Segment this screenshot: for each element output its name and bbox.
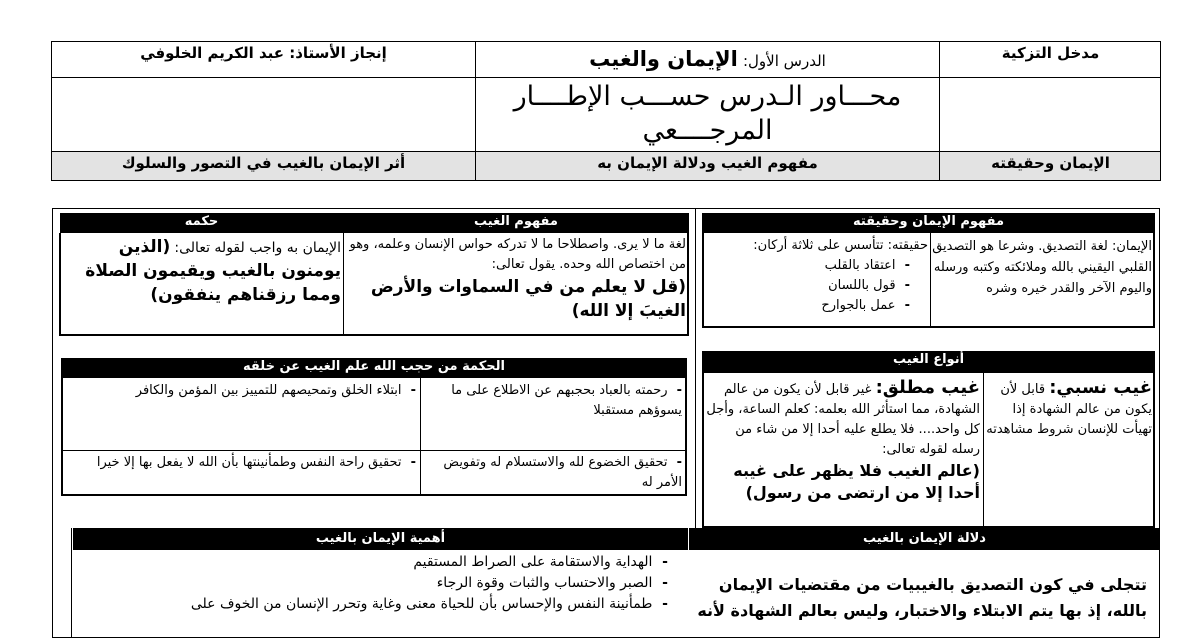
axis-ghayb: مفهوم الغيب ودلالة الإيمان به [597,154,818,172]
absolute-ghayb-verse: (عالم الغيب فلا يظهر على غيبه أحدا إلا من ارتضى من رسول) [733,461,980,502]
wisdom-item-2 [66,381,416,401]
importance-list [76,552,668,615]
axes-title [476,80,939,148]
absolute-ghayb-label: غيب مطلق: [875,377,980,398]
faith-pillars [706,236,928,316]
ruling-text: الإيمان به واجب لقوله تعالى: [174,240,341,256]
ghayb-concept-cell [346,235,686,323]
significance-line-2: بالله، إذ بها يتم الابتلاء والاختبار، وليس بعالم الشهادة لأنه [697,601,1147,620]
axis-effect: أثر الإيمان بالغيب في التصور والسلوك [121,154,406,172]
wisdom-item-3 [424,453,682,493]
ghayb-concept-verse: (قل لا يعلم من في السماوات والأرض الغيبَ إلا الله) [370,277,686,321]
types-title: أنواع الغيب [702,351,1155,373]
list-item: - تحقيق راحة النفس وطمأنينتها بأن الله لا يفعل بها إلا خيرا [66,453,416,473]
lesson-title-row [476,42,939,78]
faith-pillars-list [706,256,928,316]
significance-line-1: تتجلى في كون التصديق بالغيبيات من مقتضيات الإيمان [718,575,1147,594]
faith-definition: الإيمان: لغة التصديق. وشرعا هو التصديق القلبي اليقيني بالله وملائكته وكتبه ورسله واليوم الآخر والقدر خيره وشره [932,239,1152,296]
relative-ghayb [986,376,1152,440]
importance-title: أهمية الإيمان بالغيب [71,528,688,550]
list-item: - الهداية والاستقامة على الصراط المستقيم [76,552,668,573]
list-item: - تحقيق الخضوع لله والاستسلام له وتفويض الأمر له [424,453,682,493]
ruling-cell [62,235,341,307]
axes-title-line2: المرجــــعي [642,115,773,146]
ghayb-concept-title: مفهوم الغيب [343,213,689,233]
axis-faith: الإيمان وحقيقته [991,154,1110,172]
absolute-ghayb-text: غير قابل لأن يكون من عالم الشهادة، مما استأثر الله بعلمه: كعلم الساعة، وأجل كل واحد.... فلا يطلع عليه أحدا إلا من شاء من رسله لقوله تعالى: [706,382,980,457]
wisdom-title: الحكمة من حجب الله علم الغيب عن خلقه [61,358,687,378]
lesson-prefix: الدرس الأول: [742,52,826,70]
list-item: - ابتلاء الخلق وتمحيصهم للتمييز بين المؤمن والكافر [66,381,416,401]
wisdom-item-4 [66,453,416,473]
list-item: - الصبر والاحتساب والثبات وقوة الرجاء [76,573,668,594]
list-item: - قول باللسان [706,276,910,296]
author: إنجاز الأستاذ: عبد الكريم الخلوفي [140,44,387,62]
significance-title: دلالة الإيمان بالغيب [689,528,1160,550]
ghayb-concept-text: لغة ما لا يرى. واصطلاحا ما لا تدركه حواس الإنسان وعلمه، وهو من اختصاص الله وحده. يقول تعالى: [349,237,686,272]
intro-label: مدخل التزكية [1001,44,1100,62]
absolute-ghayb [706,376,980,504]
ruling-verse: (الذين يومنون بالغيب ويقيمون الصلاة ومما رزقناهم ينفقون) [85,237,341,305]
ruling-title: حكمه [59,213,343,233]
faith-concept-title: مفهوم الإيمان وحقيقته [702,213,1155,233]
relative-ghayb-text: قابل لأن يكون من عالم الشهادة إذا تهيأت للإنسان شروط مشاهدته [986,382,1152,437]
list-item: - اعتقاد بالقلب [706,256,910,276]
list-item: - رحمته بالعباد بحجبهم عن الاطلاع على ما يسوؤهم مستقبلا [424,381,682,421]
relative-ghayb-label: غيب نسبي: [1049,377,1152,398]
significance-text [695,572,1147,624]
lesson-title: الإيمان والغيب [589,47,738,71]
list-item: - عمل بالجوارح [706,296,910,316]
axes-title-line1: محـــاور الـدرس حســـب الإطــــار [513,81,902,112]
faith-pillars-title: حقيقته: تتأسس على ثلاثة أركان: [753,238,928,253]
list-item: - طمأنينة النفس والإحساس بأن للحياة معنى وغاية وتحرر الإنسان من الخوف على [76,594,668,615]
wisdom-item-1 [424,381,682,421]
